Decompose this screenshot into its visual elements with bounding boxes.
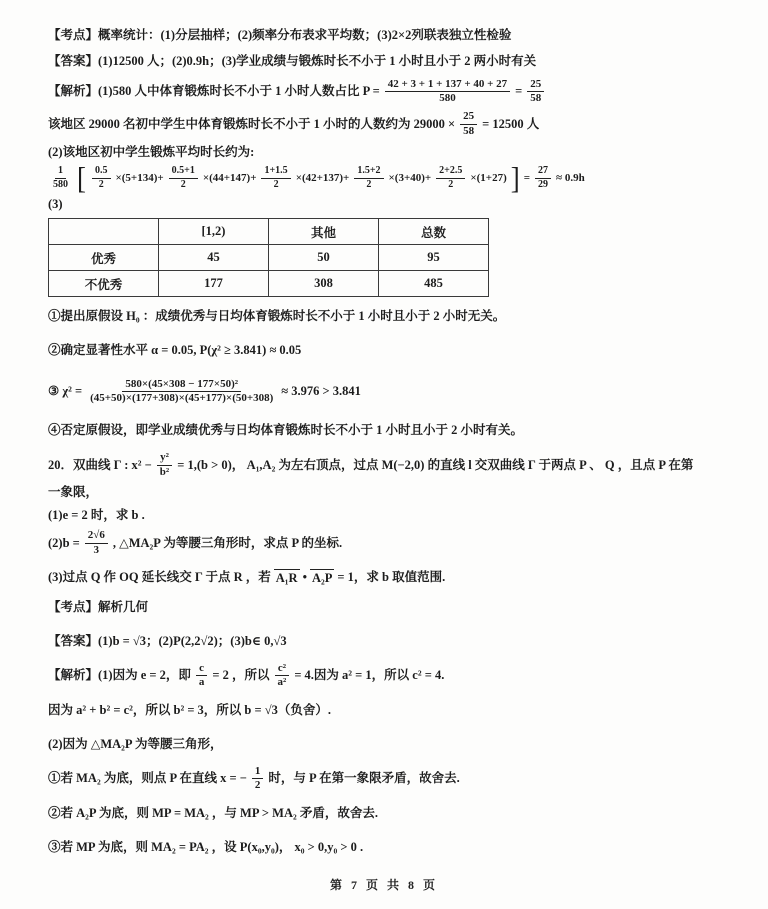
p20-daan-line: 【答案】(1)b = √3；(2)P(2,2√2)；(3)b∈ 0,√3 xyxy=(48,633,287,648)
data-cell: 308 xyxy=(269,271,379,297)
fraction xyxy=(157,451,172,480)
p20-question3-line xyxy=(48,568,714,587)
table-header-row xyxy=(49,219,489,245)
p19-part2-intro-line: (2)该地区初中学生锻炼平均时长约为: xyxy=(48,144,255,159)
fraction-denominator: a² xyxy=(277,676,287,689)
data-cell: 50 xyxy=(269,245,379,271)
contingency-table xyxy=(48,218,489,297)
data-cell: 45 xyxy=(159,245,269,271)
fraction-denominator: 580 xyxy=(439,92,456,105)
fraction xyxy=(92,165,111,191)
text-run: ×(5+134)+ xyxy=(115,172,164,184)
p20-question1-line: (1)e = 2 时，求 b . xyxy=(48,508,145,522)
fraction xyxy=(50,165,71,191)
fraction-denominator: 58 xyxy=(530,92,542,105)
data-cell: 177 xyxy=(159,271,269,297)
header-cell: 总数 xyxy=(379,219,489,245)
fraction-denominator: 2 xyxy=(448,178,454,190)
fraction xyxy=(436,165,465,191)
fraction-denominator: 2 xyxy=(366,178,372,190)
fraction-numerator: 0.5 xyxy=(92,165,111,179)
fraction-denominator: (45+50)×(177+308)×(45+177)×(50+308) xyxy=(90,392,274,405)
text-run: = xyxy=(523,172,531,184)
text-run: 【解析】(1)580 人中体育锻炼时长不小于 1 小时人数占比 P = xyxy=(48,84,380,99)
p20-stem-line1 xyxy=(48,451,714,480)
fraction-numerator: 2+2.5 xyxy=(436,165,465,179)
p19-jiexi-formula-line xyxy=(48,78,714,107)
text-run: = 12500 人 xyxy=(482,116,540,131)
fraction-numerator: 1 xyxy=(252,765,264,780)
fraction-denominator: 580 xyxy=(53,178,68,190)
text-run: (2)b = xyxy=(48,535,80,550)
text-run: , △MA₂P 为等腰三角形时，求点 P 的坐标. xyxy=(112,535,343,550)
fraction-numerator: y² xyxy=(157,451,172,466)
text-run: ×(3+40)+ xyxy=(388,172,432,184)
p20-jiexi-line2: 因为 a² + b² = c²，所以 b² = 3，所以 b = √3（负舍）. xyxy=(48,703,331,717)
fraction-numerator: c xyxy=(196,662,207,677)
data-cell: 485 xyxy=(379,271,489,297)
p20-question2-line xyxy=(48,529,714,558)
header-cell: [1,2) xyxy=(159,219,269,245)
fraction-numerator: 25 xyxy=(527,78,544,93)
p19-step1-line: ①提出原假设 H₀ ：成绩优秀与日均体育锻炼时长不小于 1 小时且小于 2 小时无关。 xyxy=(48,309,506,323)
text-run: 该地区 29000 名初中学生中体育锻炼时长不小于 1 小时的人数约为 29000 × xyxy=(48,116,456,131)
fraction-numerator: 42 + 3 + 1 + 137 + 40 + 27 xyxy=(385,78,510,93)
fraction-denominator: a xyxy=(198,676,205,689)
p19-daan-line: 【答案】(1)12500 人；(2)0.9h；(3)学业成绩与锻炼时长不小于 1 小时且小于 2 两小时有关 xyxy=(48,53,537,68)
p19-kaodian-line: 【考点】概率统计：(1)分层抽样；(2)频率分布表求平均数；(3)2×2列联表独立性检验 xyxy=(48,28,512,42)
fraction-denominator: 58 xyxy=(463,124,475,137)
fraction xyxy=(252,765,264,794)
p20-jiexi-line3: (2)因为 △MA₂P 为等腰三角形， xyxy=(48,736,223,751)
header-cell xyxy=(49,219,159,245)
fraction xyxy=(354,165,383,191)
text-run: ①若 MA₂ 为底，则点 P 在直线 x = − xyxy=(48,771,247,786)
p20-jiexi-line1 xyxy=(48,662,714,691)
p20-stem-line2: 一象限， xyxy=(48,485,99,500)
fraction-numerator: 1+1.5 xyxy=(261,165,290,179)
fraction xyxy=(169,165,198,191)
p20-case3-line: ③若 MP 为底，则 MA₂ = PA₂ ，设 P(x₀,y₀)， x₀ > 0,y₀ > 0 . xyxy=(48,839,364,854)
fraction-numerator: 1.5+2 xyxy=(354,165,383,179)
fraction-numerator: 25 xyxy=(460,110,477,125)
fraction-numerator: 2√6 xyxy=(85,529,108,544)
text-run: (3)过点 Q 作 OQ 延长线交 Γ 于点 R ，若 xyxy=(48,570,271,585)
header-cell: 其他 xyxy=(269,219,379,245)
p19-population-line xyxy=(48,110,714,139)
p19-step4-line: ④否定原假设，即学业成绩优秀与日均体育锻炼时长不小于 1 小时且小于 2 小时有关。 xyxy=(48,423,524,437)
page-number-footer: 第 7 页 共 8 页 xyxy=(329,878,438,892)
fraction xyxy=(535,165,551,191)
text-run: ×(42+137)+ xyxy=(295,172,350,184)
fraction-numerator: 0.5+1 xyxy=(169,165,198,179)
text-run: 时，与 P 在第一象限矛盾，故舍去. xyxy=(268,771,460,786)
fraction-denominator: 2 xyxy=(98,178,104,190)
fraction-denominator: 3 xyxy=(93,543,100,556)
p19-step2-line: ②确定显著性水平 α = 0.05, P(χ² ≥ 3.841) ≈ 0.05 xyxy=(48,342,302,357)
right-bracket: ] xyxy=(510,160,520,196)
text-run: ×(1+27) xyxy=(470,172,507,184)
dot-operator: • xyxy=(302,570,307,585)
row-label-cell: 不优秀 xyxy=(49,271,159,297)
fraction xyxy=(460,110,477,139)
fraction xyxy=(275,662,290,691)
text-run: = 1,(b > 0)， A₁,A₂ 为左右顶点，过点 M(−2,0) 的直线 l 交双曲线 Γ 于两点 P 、 Q ，且点 P 在第 xyxy=(177,457,694,472)
fraction-denominator: 29 xyxy=(538,178,549,190)
fraction xyxy=(385,78,510,107)
fraction-denominator: 2 xyxy=(254,779,261,792)
p19-average-formula-line xyxy=(48,160,714,196)
p19-part3-label: (3) xyxy=(48,197,63,212)
fraction-numerator: 580×(45×308 − 177×50)² xyxy=(122,378,241,393)
table-row xyxy=(49,271,489,297)
data-cell: 95 xyxy=(379,245,489,271)
left-bracket: [ xyxy=(77,160,86,196)
text-run: ≈ 0.9h xyxy=(556,172,585,184)
fraction xyxy=(261,165,290,191)
fraction-denominator: 2 xyxy=(180,178,186,190)
fraction xyxy=(196,662,208,691)
text-run: = 4.因为 a² = 1，所以 c² = 4. xyxy=(294,668,445,683)
fraction-numerator: 1 xyxy=(55,165,66,179)
row-label-cell: 优秀 xyxy=(49,245,159,271)
fraction xyxy=(85,529,108,558)
p20-kaodian-line: 【考点】解析几何 xyxy=(48,600,149,614)
vector-overline: A₂P xyxy=(311,571,333,586)
fraction xyxy=(87,378,276,407)
text-run: = 1，求 b 取值范围. xyxy=(337,570,446,585)
p20-case1-line xyxy=(48,765,714,794)
text-run: = 2 ，所以 xyxy=(212,668,270,683)
fraction xyxy=(527,78,544,107)
fraction-numerator: 27 xyxy=(535,165,551,179)
text-run: = xyxy=(515,84,523,99)
text-run: 20．双曲线 Γ : x² − xyxy=(48,457,152,472)
fraction-denominator: 2 xyxy=(273,178,279,190)
text-run: ×(44+147)+ xyxy=(202,172,257,184)
p19-chi-square-line xyxy=(48,378,714,407)
p20-case2-line: ②若 A₂P 为底，则 MP = MA₂ ，与 MP > MA₂ 矛盾，故舍去. xyxy=(48,806,378,820)
text-run: ③ χ² = xyxy=(48,384,83,399)
text-run: 【解析】(1)因为 e = 2，即 xyxy=(48,668,191,683)
text-run: ≈ 3.976 > 3.841 xyxy=(281,384,361,399)
vector-overline: A₁R xyxy=(275,571,298,586)
fraction-denominator: b² xyxy=(159,465,170,478)
table-row xyxy=(49,245,489,271)
fraction-numerator: c² xyxy=(275,662,289,677)
